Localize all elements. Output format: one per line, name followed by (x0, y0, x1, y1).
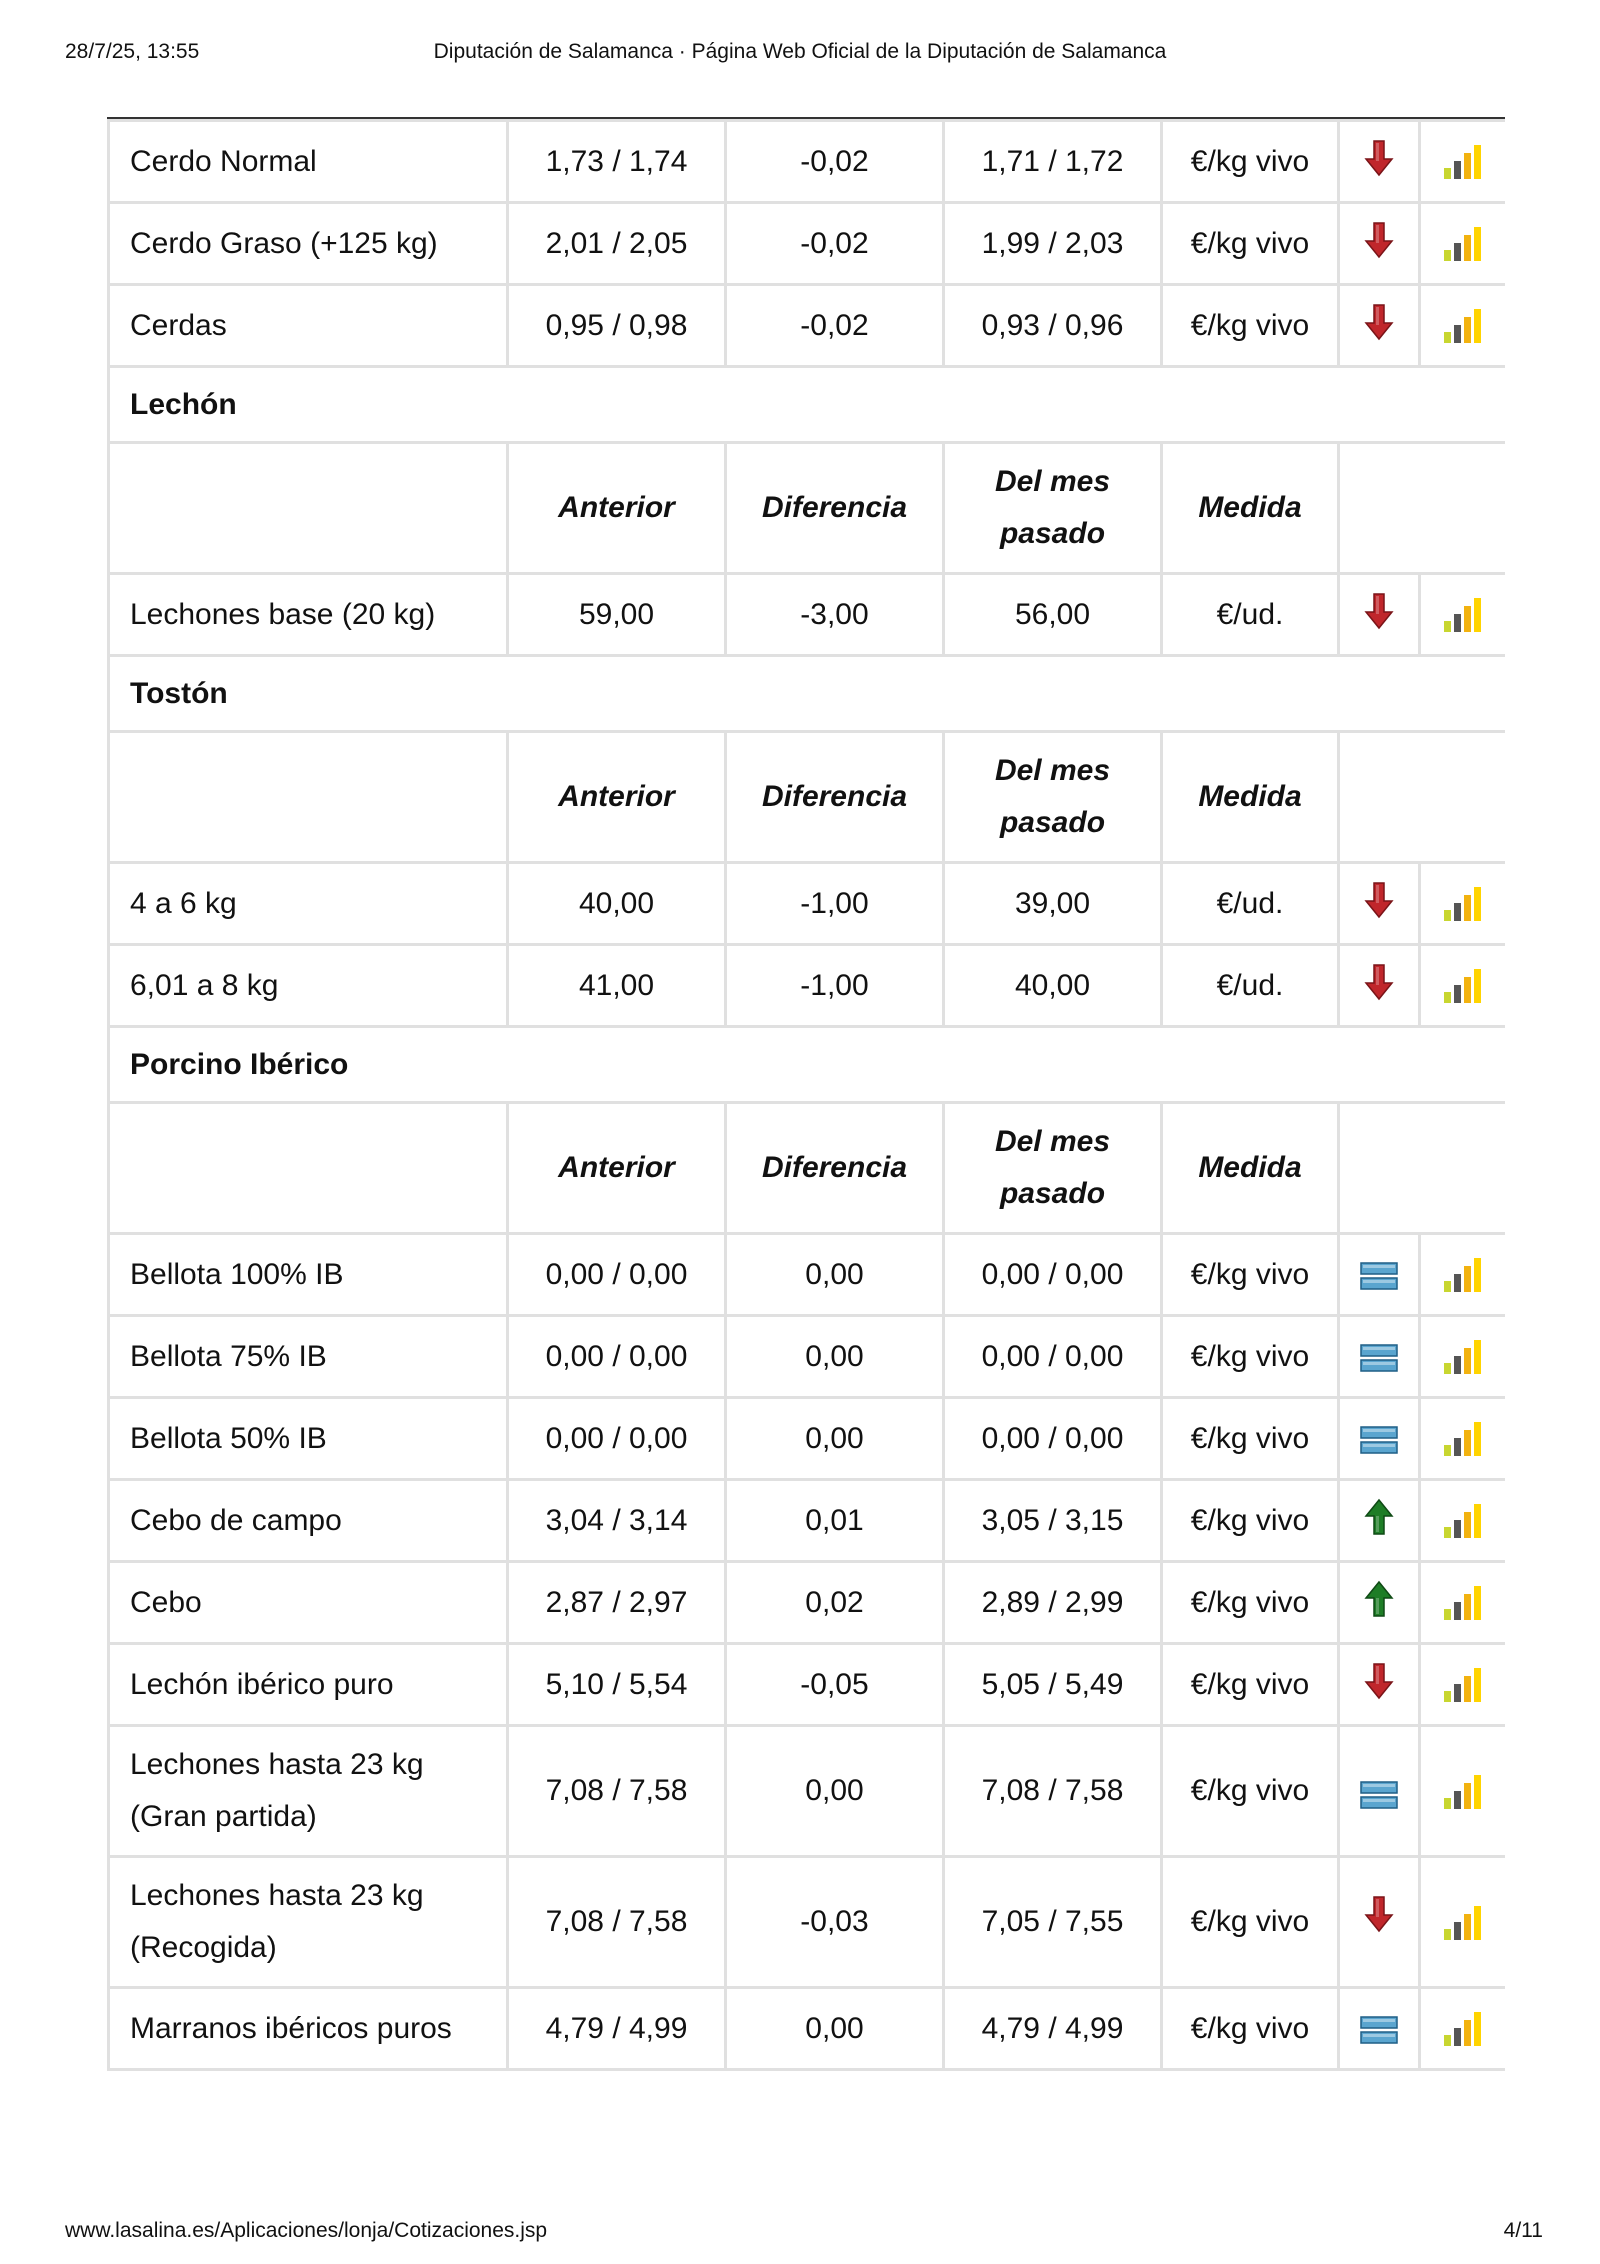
table-row (109, 203, 1506, 285)
product-name-line2: (Recogida) (130, 1931, 277, 1964)
section-row-lechon (109, 367, 1506, 443)
print-date: 28/7/25, 13:55 (65, 40, 200, 63)
anterior-value: 59,00 (508, 574, 726, 656)
table-row (109, 1644, 1506, 1726)
table-row (109, 863, 1506, 945)
chart-cell[interactable] (1420, 1644, 1506, 1726)
chart-cell[interactable] (1420, 203, 1506, 285)
mes-pasado-value: 2,89 / 2,99 (944, 1562, 1162, 1644)
header-diferencia: Diferencia (726, 732, 944, 863)
chart-bars-icon[interactable] (1442, 308, 1484, 344)
table-row (109, 1398, 1506, 1480)
print-page-title: Diputación de Salamanca · Página Web Oficial de la Diputación de Salamanca (433, 40, 1167, 63)
medida-value: €/kg vivo (1162, 285, 1339, 367)
down-arrow-icon (1364, 139, 1394, 185)
column-header-row (109, 443, 1506, 574)
medida-value: €/kg vivo (1162, 203, 1339, 285)
diferencia-value: -3,00 (726, 574, 944, 656)
diferencia-value: -0,02 (726, 285, 944, 367)
trend-cell (1339, 574, 1420, 656)
diferencia-value: 0,00 (726, 1398, 944, 1480)
down-arrow-icon (1364, 1662, 1394, 1708)
trend-cell (1339, 1726, 1420, 1857)
diferencia-value: 0,00 (726, 1726, 944, 1857)
mes-pasado-value: 39,00 (944, 863, 1162, 945)
chart-bars-icon[interactable] (1442, 886, 1484, 922)
table-row (109, 285, 1506, 367)
header-mes-line1: Del mes (994, 754, 1111, 787)
chart-bars-icon[interactable] (1442, 1774, 1484, 1810)
medida-value: €/kg vivo (1162, 1316, 1339, 1398)
chart-bars-icon[interactable] (1442, 1667, 1484, 1703)
header-diferencia: Diferencia (726, 1103, 944, 1234)
table-row (109, 1988, 1506, 2070)
diferencia-value: -0,05 (726, 1644, 944, 1726)
section-row-toston (109, 656, 1506, 732)
product-name: Marranos ibéricos puros (109, 1988, 508, 2070)
equal-icon (1360, 1342, 1398, 1374)
chart-cell[interactable] (1420, 1562, 1506, 1644)
mes-pasado-value: 3,05 / 3,15 (944, 1480, 1162, 1562)
trend-cell (1339, 121, 1420, 203)
table-row (109, 1234, 1506, 1316)
diferencia-value: -1,00 (726, 945, 944, 1027)
header-mes-line2: pasado (999, 1177, 1106, 1210)
chart-cell[interactable] (1420, 945, 1506, 1027)
chart-cell[interactable] (1420, 1316, 1506, 1398)
product-name: 6,01 a 8 kg (109, 945, 508, 1027)
chart-cell[interactable] (1420, 574, 1506, 656)
anterior-value: 0,95 / 0,98 (508, 285, 726, 367)
table-row (109, 1857, 1506, 1988)
mes-pasado-value: 7,05 / 7,55 (944, 1857, 1162, 1988)
up-arrow-icon (1364, 1498, 1394, 1544)
diferencia-value: 0,02 (726, 1562, 944, 1644)
product-name: 4 a 6 kg (109, 863, 508, 945)
diferencia-value: 0,01 (726, 1480, 944, 1562)
down-arrow-icon (1364, 963, 1394, 1009)
product-name-line1: Lechones hasta 23 kg (130, 1879, 424, 1912)
medida-value: €/kg vivo (1162, 1234, 1339, 1316)
product-name: Bellota 100% IB (109, 1234, 508, 1316)
trend-cell (1339, 863, 1420, 945)
trend-cell (1339, 1316, 1420, 1398)
section-row-iberico (109, 1027, 1506, 1103)
medida-value: €/kg vivo (1162, 1988, 1339, 2070)
down-arrow-icon (1364, 1895, 1394, 1950)
anterior-value: 40,00 (508, 863, 726, 945)
equal-icon (1360, 1776, 1398, 1808)
anterior-value: 4,79 / 4,99 (508, 1988, 726, 2070)
section-title: Porcino Ibérico (109, 1027, 1506, 1103)
header-diferencia: Diferencia (726, 443, 944, 574)
column-header-row (109, 1103, 1506, 1234)
down-arrow-icon (1364, 592, 1394, 638)
diferencia-value: -0,03 (726, 1857, 944, 1988)
chart-bars-icon[interactable] (1442, 1339, 1484, 1375)
table-row (109, 945, 1506, 1027)
anterior-value: 5,10 / 5,54 (508, 1644, 726, 1726)
header-anterior: Anterior (508, 1103, 726, 1234)
down-arrow-icon (1364, 303, 1394, 349)
equal-icon (1360, 1260, 1398, 1292)
chart-bars-icon[interactable] (1442, 968, 1484, 1004)
section-title: Lechón (109, 367, 1506, 443)
header-medida: Medida (1162, 1103, 1339, 1234)
medida-value: €/kg vivo (1162, 1562, 1339, 1644)
chart-bars-icon[interactable] (1442, 1585, 1484, 1621)
product-name: Lechón ibérico puro (109, 1644, 508, 1726)
equal-icon (1360, 2014, 1398, 2046)
chart-bars-icon[interactable] (1442, 226, 1484, 262)
anterior-value: 1,73 / 1,74 (508, 121, 726, 203)
print-url: www.lasalina.es/Aplicaciones/lonja/Cotizaciones.jsp (65, 2219, 548, 2242)
trend-cell (1339, 203, 1420, 285)
anterior-value: 0,00 / 0,00 (508, 1398, 726, 1480)
header-empty (1339, 1103, 1506, 1234)
medida-value: €/kg vivo (1162, 121, 1339, 203)
diferencia-value: -0,02 (726, 121, 944, 203)
medida-value: €/kg vivo (1162, 1726, 1339, 1857)
medida-value: €/ud. (1162, 574, 1339, 656)
chart-cell[interactable] (1420, 285, 1506, 367)
product-name-line1: Lechones hasta 23 kg (130, 1748, 424, 1781)
header-empty (1339, 732, 1506, 863)
header-medida: Medida (1162, 732, 1339, 863)
chart-bars-icon[interactable] (1442, 2011, 1484, 2047)
diferencia-value: -1,00 (726, 863, 944, 945)
trend-cell (1339, 285, 1420, 367)
mes-pasado-value: 4,79 / 4,99 (944, 1988, 1162, 2070)
prices-table-container (107, 119, 1505, 2145)
mes-pasado-value: 1,71 / 1,72 (944, 121, 1162, 203)
product-name (109, 1857, 508, 1988)
medida-value: €/ud. (1162, 863, 1339, 945)
header-mes-pasado (944, 1103, 1162, 1234)
anterior-value: 2,01 / 2,05 (508, 203, 726, 285)
product-name: Bellota 75% IB (109, 1316, 508, 1398)
header-mes-pasado (944, 443, 1162, 574)
product-name: Cerdo Normal (109, 121, 508, 203)
trend-cell (1339, 1398, 1420, 1480)
header-empty (109, 1103, 508, 1234)
product-name (109, 1726, 508, 1857)
down-arrow-icon (1364, 881, 1394, 927)
header-mes-line2: pasado (999, 806, 1106, 839)
medida-value: €/kg vivo (1162, 1480, 1339, 1562)
header-mes-line1: Del mes (994, 1125, 1111, 1158)
down-arrow-icon (1364, 221, 1394, 267)
header-mes-line2: pasado (999, 517, 1106, 550)
diferencia-value: -0,02 (726, 203, 944, 285)
chart-cell[interactable] (1420, 121, 1506, 203)
mes-pasado-value: 0,00 / 0,00 (944, 1316, 1162, 1398)
mes-pasado-value: 7,08 / 7,58 (944, 1726, 1162, 1857)
chart-cell[interactable] (1420, 1988, 1506, 2070)
chart-cell[interactable] (1420, 1398, 1506, 1480)
header-mes-line1: Del mes (994, 465, 1111, 498)
chart-cell[interactable] (1420, 1234, 1506, 1316)
chart-cell[interactable] (1420, 1857, 1506, 1988)
chart-bars-icon[interactable] (1442, 597, 1484, 633)
table-row (109, 1726, 1506, 1857)
up-arrow-icon (1364, 1580, 1394, 1626)
product-name: Cebo (109, 1562, 508, 1644)
table-row (109, 574, 1506, 656)
mes-pasado-value: 0,93 / 0,96 (944, 285, 1162, 367)
trend-cell (1339, 945, 1420, 1027)
medida-value: €/kg vivo (1162, 1857, 1339, 1988)
chart-bars-icon[interactable] (1442, 144, 1484, 180)
table-row (109, 1480, 1506, 1562)
chart-cell[interactable] (1420, 863, 1506, 945)
product-name: Cerdas (109, 285, 508, 367)
trend-cell (1339, 1480, 1420, 1562)
chart-bars-icon[interactable] (1442, 1421, 1484, 1457)
table-row (109, 1316, 1506, 1398)
equal-icon (1360, 1424, 1398, 1456)
mes-pasado-value: 40,00 (944, 945, 1162, 1027)
anterior-value: 7,08 / 7,58 (508, 1726, 726, 1857)
mes-pasado-value: 56,00 (944, 574, 1162, 656)
header-empty (1339, 443, 1506, 574)
mes-pasado-value: 0,00 / 0,00 (944, 1234, 1162, 1316)
section-title: Tostón (109, 656, 1506, 732)
diferencia-value: 0,00 (726, 1234, 944, 1316)
chart-cell[interactable] (1420, 1726, 1506, 1857)
product-name: Cerdo Graso (+125 kg) (109, 203, 508, 285)
trend-cell (1339, 1562, 1420, 1644)
column-header-row (109, 732, 1506, 863)
anterior-value: 41,00 (508, 945, 726, 1027)
product-name: Bellota 50% IB (109, 1398, 508, 1480)
table-row (109, 121, 1506, 203)
product-name: Cebo de campo (109, 1480, 508, 1562)
anterior-value: 0,00 / 0,00 (508, 1316, 726, 1398)
mes-pasado-value: 1,99 / 2,03 (944, 203, 1162, 285)
medida-value: €/kg vivo (1162, 1398, 1339, 1480)
chart-cell[interactable] (1420, 1480, 1506, 1562)
anterior-value: 7,08 / 7,58 (508, 1857, 726, 1988)
chart-bars-icon[interactable] (1442, 1257, 1484, 1293)
chart-bars-icon[interactable] (1442, 1503, 1484, 1539)
diferencia-value: 0,00 (726, 1988, 944, 2070)
medida-value: €/ud. (1162, 945, 1339, 1027)
header-empty (109, 443, 508, 574)
header-medida: Medida (1162, 443, 1339, 574)
mes-pasado-value: 5,05 / 5,49 (944, 1644, 1162, 1726)
header-anterior: Anterior (508, 732, 726, 863)
trend-cell (1339, 1234, 1420, 1316)
mes-pasado-value: 0,00 / 0,00 (944, 1398, 1162, 1480)
product-name: Lechones base (20 kg) (109, 574, 508, 656)
trend-cell (1339, 1988, 1420, 2070)
anterior-value: 0,00 / 0,00 (508, 1234, 726, 1316)
table-row (109, 1562, 1506, 1644)
anterior-value: 2,87 / 2,97 (508, 1562, 726, 1644)
anterior-value: 3,04 / 3,14 (508, 1480, 726, 1562)
medida-value: €/kg vivo (1162, 1644, 1339, 1726)
header-mes-pasado (944, 732, 1162, 863)
print-page-number: 4/11 (1503, 2219, 1543, 2242)
prices-table (107, 119, 1505, 2071)
diferencia-value: 0,00 (726, 1316, 944, 1398)
chart-bars-icon[interactable] (1442, 1905, 1484, 1941)
product-name-line2: (Gran partida) (130, 1800, 317, 1833)
trend-cell (1339, 1644, 1420, 1726)
trend-cell (1339, 1857, 1420, 1988)
header-anterior: Anterior (508, 443, 726, 574)
header-empty (109, 732, 508, 863)
